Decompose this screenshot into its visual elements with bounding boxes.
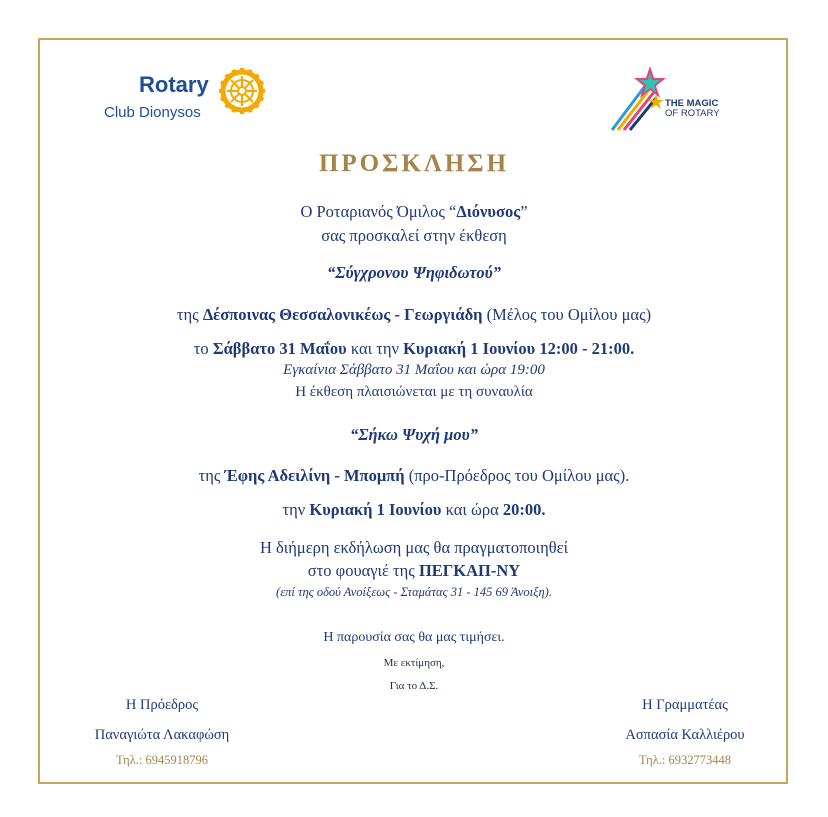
secretary-name: Ασπασία Καλλιέρου [625, 727, 745, 743]
magic-line-1: THE MAGIC [665, 98, 719, 109]
regards-line: Με εκτίμηση, [383, 657, 445, 669]
signature-right [600, 694, 770, 770]
opening-line: Εγκαίνια Σάββατο 31 Μαΐου και ώρα 19:00 [283, 362, 545, 378]
dates-line: το Σάββατο 31 Μαΐου και την Κυριακή 1 Ιουνίου 12:00 - 21:00. [193, 339, 635, 358]
concert-title: “Σήκω Ψυχή μου” [350, 425, 478, 444]
event-line: Η διήμερη εκδήλωση μας θα πραγματοποιηθεί [259, 538, 569, 557]
rotary-wheel-icon [219, 68, 265, 114]
magic-star-icon [608, 64, 668, 134]
performer-line: της Έφης Αδειλίνη - Μπομπή (προ-Πρόεδρος του Ομίλου μας). [198, 466, 630, 485]
signature-left [80, 694, 244, 770]
address-line: (επί της οδού Ανοίξεως - Σταμάτας 31 - 145 69 Άνοιξη). [276, 585, 552, 599]
club-name: Club Dionysos [104, 104, 201, 121]
rotary-wordmark: Rotary [139, 72, 209, 97]
president-phone: Τηλ.: 6945918796 [116, 753, 208, 767]
concert-intro-line: Η έκθεση πλαισιώνεται με τη συναυλία [295, 384, 533, 400]
concert-time-line: την Κυριακή 1 Ιουνίου και ώρα 20:00. [282, 500, 546, 519]
intro-line-2: σας προσκαλεί στην έκθεση [321, 226, 507, 245]
secretary-role: Η Γραμματέας [642, 697, 728, 713]
intro-line: Ο Ροταριανός Όμιλος “Διόνυσος” [300, 202, 528, 221]
artist-line: της Δέσποινας Θεσσαλονικέως - Γεωργιάδη (Μέλος του Ομίλου μας) [176, 305, 652, 324]
honor-line: Η παρουσία σας θα μας τιμήσει. [323, 630, 505, 645]
magic-line-2: OF ROTARY [665, 108, 720, 119]
venue-line: στο φουαγιέ της ΠΕΓΚΑΠ-ΝΥ [307, 561, 521, 580]
secretary-phone: Τηλ.: 6932773448 [639, 753, 731, 767]
invitation-title: ΠΡΟΣΚΛΗΣΗ [318, 150, 510, 177]
exhibition-title: “Σύγχρονου Ψηφιδωτού” [327, 263, 501, 282]
president-role: Η Πρόεδρος [125, 697, 199, 713]
president-name: Παναγιώτα Λακαφώση [94, 727, 230, 743]
board-line: Για το Δ.Σ. [389, 680, 439, 692]
